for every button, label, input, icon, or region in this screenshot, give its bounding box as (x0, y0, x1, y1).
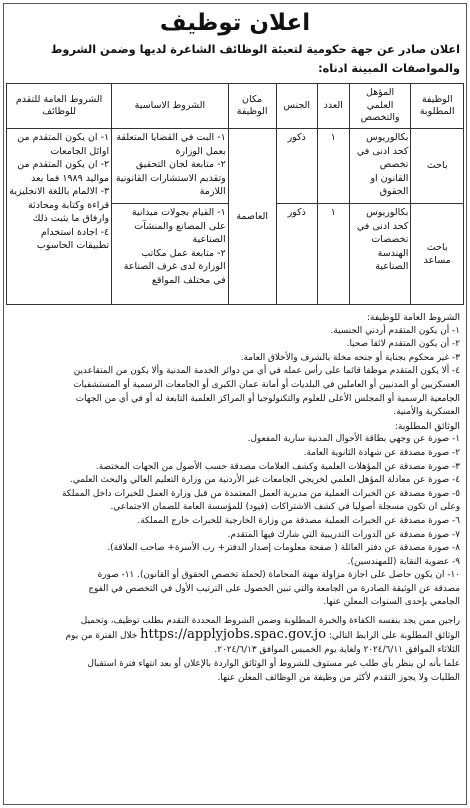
document-line: وعلى ان تكون مسجلة أصوليا في كشف الاشتراكات (فيود) للمؤسسة العامة للضمان الاجتماعي. (110, 502, 460, 513)
document-line: ١- صورة عن وجهي بطاقة الأحوال المدنية سارية المفعول. (247, 434, 460, 445)
count-cell: ١ (317, 129, 349, 204)
basic-condition-item: ١- البت في القضايا المتعلقة بعمل الوزارة (116, 132, 226, 157)
basic-condition-item: ٢- متابعة لجان التحقيق وتقديم الاستشارات القانونية اللازمة (115, 159, 226, 197)
document-line: ٣- صورة مصدقة عن المؤهلات العلمية وكشف العلامات مصدقة حسب الأصول من الجهات المختصة. (95, 461, 460, 472)
general-condition-item: ٢- ان يكون المتقدم من مواليد ١٩٨٩ فما بعد (17, 159, 110, 184)
table-header-row (7, 84, 464, 129)
condition-line: ٣- غير محكوم بجناية أو جنحه مخلة بالشرف والأخلاق العامة. (240, 352, 460, 363)
ad-title: اعلان توظيف (159, 10, 311, 36)
document-line: ٤- صورة عن معادلة المؤهل العلمي لخريجي الجامعات غير الأردنية من وزارة التعليم العالي والبحث العلمي. (70, 475, 460, 486)
header-basic-conditions: الشروط الاساسية (112, 84, 229, 129)
general-conditions-cell (7, 129, 112, 305)
document-line: ٢- صورة مصدقة عن شهادة الثانوية العامة. (303, 447, 460, 458)
document-line: الجامعي بإحدى السنوات المعلن عنها. (323, 597, 460, 608)
condition-line: ٢- أن يكون المتقدم لائقا صحيا. (346, 339, 460, 350)
qualification-cell: بكالوريوس كحد ادنى في تخصصات الهندسة الصناعية (349, 204, 411, 305)
general-conditions-heading: الشروط العامة للوظيفة: (366, 312, 460, 323)
count-cell: ١ (317, 204, 349, 305)
job-title-cell: باحث (411, 129, 464, 204)
condition-line: ٤- ألا يكون المتقدم موظفا قائما على رأس عمله في أي من دوائر الخدمة المدنية وألا يكون من المتقاعدين (73, 366, 460, 377)
general-condition-item: ٣- الالمام باللغة الانجليزية قراءة وكتابة ومحادثة وارفاق ما يثبت ذلك (9, 186, 110, 224)
closing-line-with-link (10, 628, 460, 643)
qualification-cell: بكالوريوس كحد ادنى في تخصص القانون او الحقوق (349, 129, 411, 204)
header-count: العدد (317, 84, 349, 129)
document-line: ٩- عضوية النقابة (للمهندسين). (347, 556, 460, 567)
document-line: ٧- صورة مصدقة عن الدورات التدريبية التي شارك فيها المتقدم. (227, 529, 460, 540)
ad-intro: اعلان صادر عن جهة حكومية لتعبئة الوظائف الشاغرة لديها وضمن الشروط والمواصفات المبينة ادناه: (50, 43, 460, 75)
document-line: ٨- صورة مصدقة عن دفتر العائلة ( صفحة معلومات إصدار الدفتر+ رب الأسرة+ صاحب العلاقة). (107, 543, 460, 554)
condition-line: العسكرية والأمنية. (393, 407, 460, 418)
general-conditions-section (10, 311, 460, 610)
header-location: مكان الوظيفة (228, 84, 276, 129)
table-row (7, 129, 464, 204)
general-condition-item: ١- ان يكون المتقدم من اوائل الجامعات (17, 132, 110, 157)
basic-condition-item: ٢- متابعة عمل مكاتب الوزارة لدى غرف الصناعة في مختلف المواقع (123, 247, 226, 286)
documents-heading: الوثائق المطلوبة: (394, 420, 460, 432)
gender-cell: ذكور (276, 204, 317, 305)
closing-line: الثلاثاء الموافق ٢٠٢٤/٦/١١ ولغاية يوم الخميس الموافق ٢٠٢٤/٦/١٣. (214, 645, 460, 656)
condition-line: الجامعية الرسمية أو المجلس الأعلى للعلوم والتكنولوجيا أو المراكز العلمية التابعة له أو في أي من الجهات (75, 393, 460, 404)
document-line: ٦- صورة مصدقة عن الخبرات العملية مصدقة من وزارة الخارجية للخبرات خارج المملكة. (137, 515, 460, 526)
document-line: مصدقة عن الوثيقة الصادرة من الجامعة والتي تبين الحصول على الترتيب الأول في التخصص في الفوج (88, 583, 460, 594)
header-job: الوظيفة المطلوبة (411, 84, 464, 129)
condition-line: العسكريين أو المدنيين أو العاملين في البلديات أو أمانة عمان الكبرى أو الجامعات الرسمية أو المستشفيات (73, 379, 460, 390)
document-line: ١٠- ان يكون حاصل على اجازة مزاولة مهنة المحاماة (لحملة تخصص الحقوق أو القانون). ١١- صورة (97, 570, 460, 581)
jobs-table (6, 83, 464, 305)
header-qualification: المؤهل العلمي والتخصص (349, 84, 411, 129)
condition-line: ١- أن يكون المتقدم أردني الجنسية. (330, 325, 460, 336)
closing-line: راجين ممن يجد بنفسه الكفاءة والخبرة المطلوبة وضمن الشروط المحددة التقدم بطلب توظيف، وتحميل (80, 616, 460, 627)
document-line: ٥- صورة مصدقة عن الخبرات العملية من مديرية العمل المعتمدة من قبل وزارة العمل للخبرات داخل المملكة (62, 488, 460, 499)
gender-cell: ذكور (276, 129, 317, 204)
header-gender: الجنس (276, 84, 317, 129)
header-general-conditions: الشروط العامة للتقدم للوظائف (7, 84, 112, 129)
job-title-cell: باحث مساعد (411, 204, 464, 305)
closing-section (10, 614, 460, 685)
basic-conditions-cell (112, 129, 229, 204)
basic-condition-item: ١- القيام بجولات ميدانية على المصانع والمنشآت الصناعية (131, 207, 226, 245)
location-cell: العاصمة (228, 129, 276, 305)
closing-text: خلال الفترة من يوم (65, 631, 138, 642)
closing-line: الطلبات ولا يجوز التقدم لأكثر من وظيفة من الوظائف المعلن عنها. (217, 673, 460, 684)
basic-conditions-cell (112, 204, 229, 305)
closing-line: علما بأنه لن ينظر بأي طلب غير مستوف للشروط أو الوثائق الواردة بالإعلان أو بعد انتهاء فترة استقبال (87, 659, 460, 670)
application-link[interactable]: https://applyjobs.spac.gov.jo (140, 627, 327, 643)
general-condition-item: ٤- اجادة استخدام تطبيقات الحاسوب (36, 226, 110, 251)
closing-text: الوثائق المطلوبة على الرابط التالي: (328, 631, 460, 642)
